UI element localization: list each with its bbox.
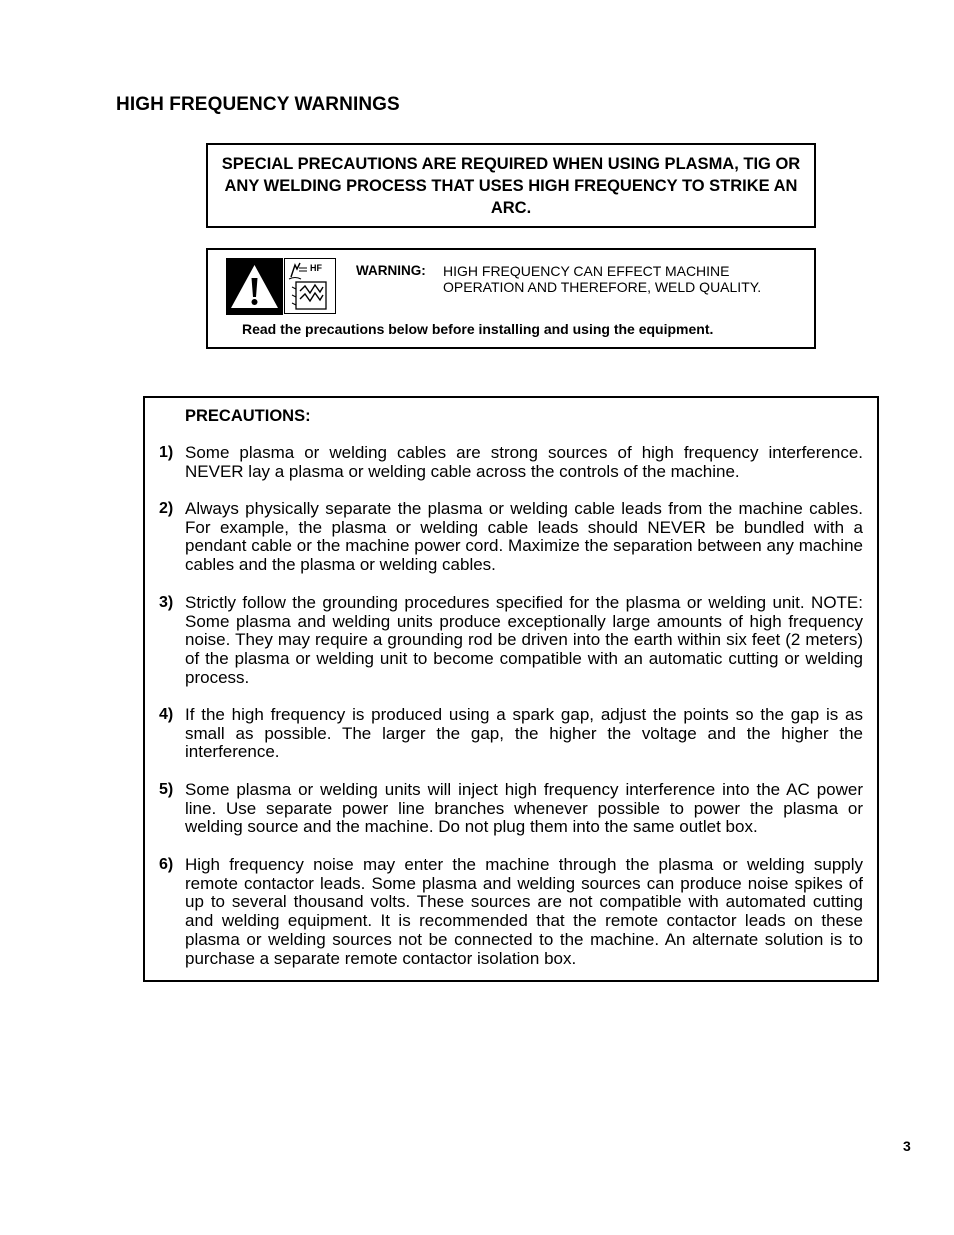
warning-message bbox=[443, 263, 761, 295]
precaution-item bbox=[159, 856, 863, 968]
warning-read-note: Read the precautions below before installing and using the equipment. bbox=[242, 321, 714, 337]
page-number: 3 bbox=[903, 1138, 911, 1154]
high-frequency-hazard-icon bbox=[284, 258, 336, 314]
warning-message-line1: HIGH FREQUENCY CAN EFFECT MACHINE bbox=[443, 263, 730, 279]
precaution-number: 5) bbox=[159, 781, 174, 798]
precaution-number: 4) bbox=[159, 706, 174, 723]
warning-triangle-icon bbox=[226, 258, 283, 315]
precaution-text: Some plasma or welding units will inject high frequency interference into the AC power line. Use separate power line branches whenever possible to power the plasma or welding source and the machine. Do not plug them into the same outlet box. bbox=[185, 780, 863, 837]
precaution-text: Strictly follow the grounding procedures specified for the plasma or welding unit. NOTE: Some plasma and welding units produce exceptionally large amounts of high frequency noise. They may require a grounding rod be driven into the earth within six feet (2 meters) of the plasma or welding unit to become compatible with an automatic cutting or welding process. bbox=[185, 593, 863, 687]
precaution-number: 1) bbox=[159, 444, 174, 461]
precautions-box bbox=[143, 396, 879, 982]
precaution-number: 6) bbox=[159, 856, 174, 873]
special-precautions-notice bbox=[206, 143, 816, 228]
precaution-text: Always physically separate the plasma or welding cable leads from the machine cables. For example, the plasma or welding cable leads should NEVER be bundled with a pendant cable or the machine power cord. Maximize the separation between any machine cables and the plasma or welding cables. bbox=[185, 499, 863, 575]
warning-notice bbox=[206, 248, 816, 349]
precaution-item bbox=[159, 706, 863, 762]
precaution-item bbox=[159, 500, 863, 575]
precaution-item bbox=[159, 781, 863, 837]
hf-icon-label: HF bbox=[310, 263, 322, 273]
precaution-text: Some plasma or welding cables are strong sources of high frequency interference. NEVER lay a plasma or welding cable across the controls of the machine. bbox=[185, 443, 863, 481]
precautions-heading: PRECAUTIONS: bbox=[185, 407, 311, 425]
special-precautions-text: SPECIAL PRECAUTIONS ARE REQUIRED WHEN USING PLASMA, TIG OR ANY WELDING PROCESS THAT USES HIGH FREQUENCY TO STRIKE AN ARC. bbox=[221, 154, 801, 217]
warning-label: WARNING: bbox=[356, 263, 426, 278]
precaution-text: High frequency noise may enter the machine through the plasma or welding supply remote contactor leads. Some plasma and welding sources can produce noise spikes of up to several thousand volts. These sources are not compatible with automated cutting and welding equipment. It is recommended that the remote contactor leads on these plasma or welding sources not be connected to the machine. An alternate solution is to purchase a separate remote contactor isolation box. bbox=[185, 855, 863, 968]
warning-message-line2: OPERATION AND THEREFORE, WELD QUALITY. bbox=[443, 279, 762, 295]
precaution-item bbox=[159, 444, 863, 481]
precaution-number: 3) bbox=[159, 594, 174, 611]
page-title: HIGH FREQUENCY WARNINGS bbox=[116, 94, 400, 115]
precaution-item bbox=[159, 594, 863, 688]
precaution-number: 2) bbox=[159, 500, 174, 517]
precaution-text: If the high frequency is produced using a spark gap, adjust the points so the gap is as small as possible. The larger the gap, the higher the voltage and the higher the interference. bbox=[185, 705, 863, 762]
